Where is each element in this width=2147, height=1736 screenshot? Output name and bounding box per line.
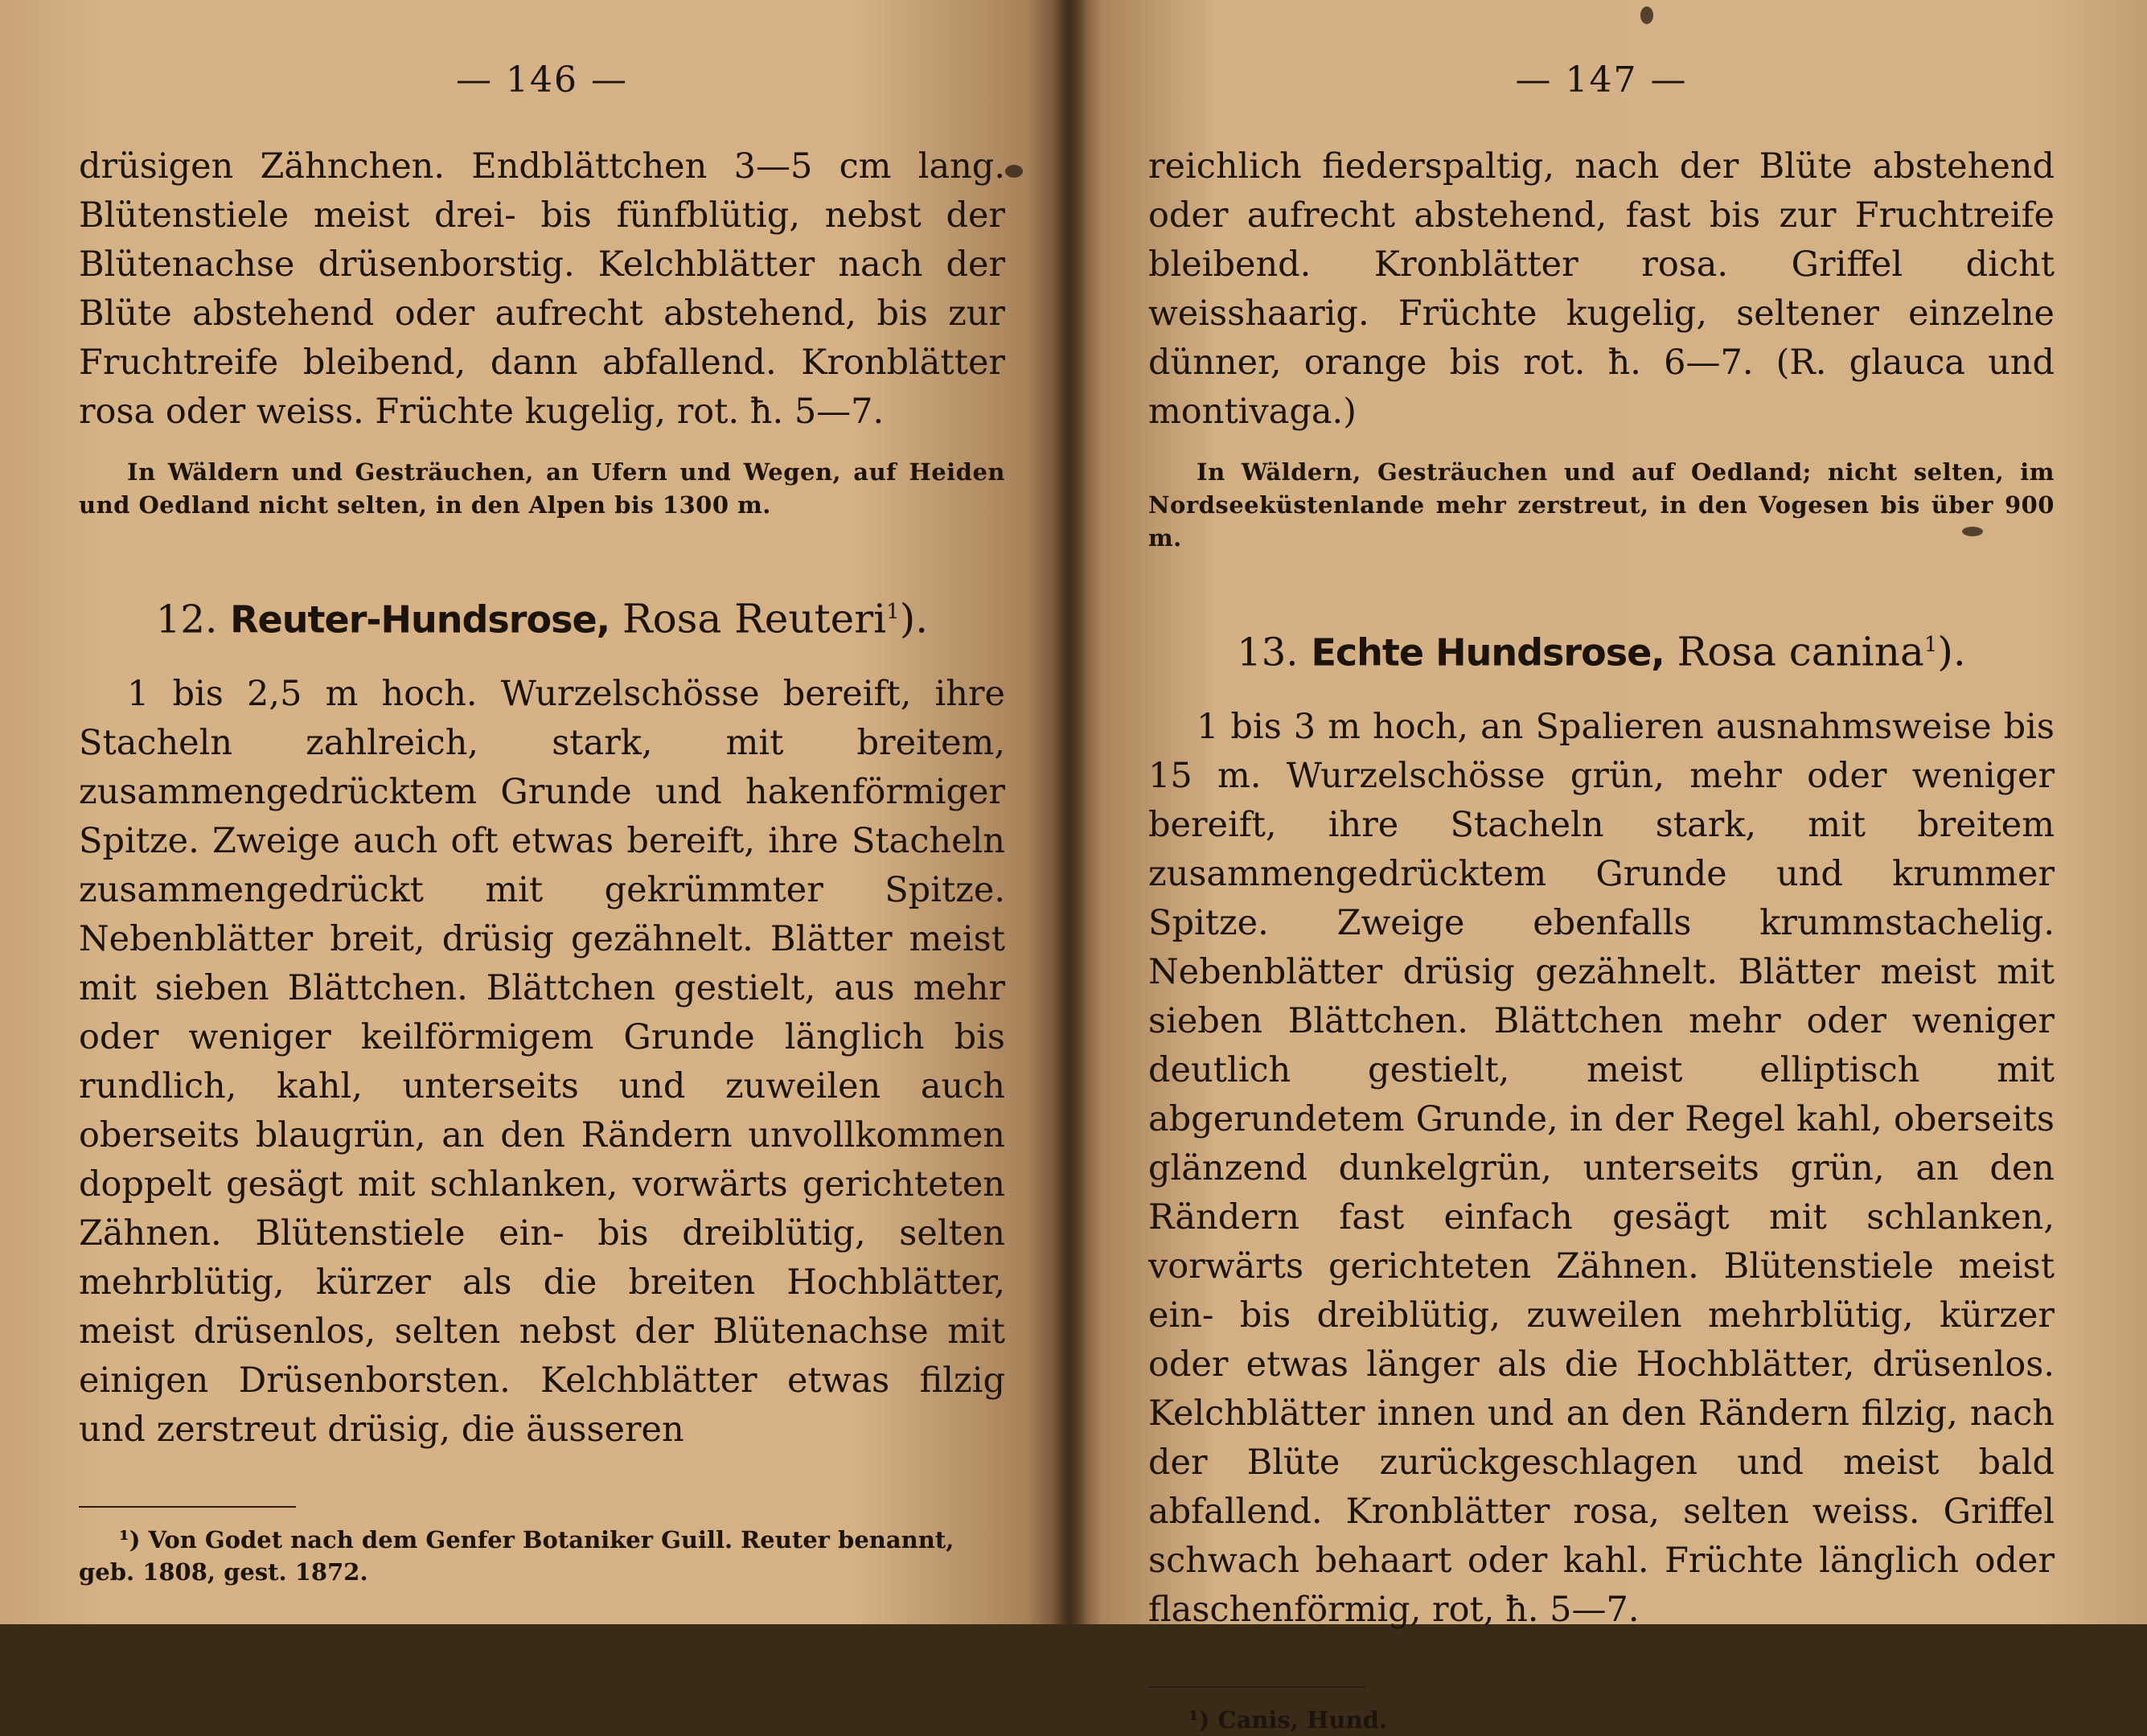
species-common-name: Reuter-Hundsrose, [230, 597, 610, 642]
footnote-mark: 1 [886, 600, 900, 624]
right-page [1069, 0, 2147, 1734]
book-gutter-shadow [1052, 0, 1087, 1624]
heading-closing: ). [1937, 628, 1966, 675]
footnote-divider [79, 1506, 296, 1508]
species-latin-name: Rosa canina [1677, 628, 1924, 675]
page-number-left: — 146 — [456, 60, 628, 101]
continuation-text-right: reichlich fiederspaltig, nach der Blüte abstehend oder aufrecht abstehend, fast bis zur Fruchtreife bleibend. Kronblätter rosa. Griffel dicht weisshaarig. Früchte kugelig, seltener einzelne dünner, orange bis rot. ħ. 6—7. (R. glauca und montivaga.) [1148, 146, 2055, 432]
page-number-right: — 147 — [1515, 60, 1688, 101]
habitat-note-right: In Wäldern, Gesträuchen und auf Oedland; nicht selten, im Nordseeküstenlande mehr zerstreut, in den Vogesen bis über 900 m. [1148, 458, 2055, 552]
species-number: 12. [155, 597, 218, 642]
species-heading-12 [79, 586, 1005, 646]
ink-spot [1962, 527, 1983, 536]
left-page [0, 0, 1069, 1624]
ink-spot [1005, 165, 1023, 178]
footnote-right: ¹) Canis, Hund. [1188, 1705, 1387, 1734]
ink-spot [1640, 6, 1653, 24]
footnote-divider [1148, 1686, 1365, 1688]
species-latin-name: Rosa Reuteri [622, 595, 887, 642]
species-heading-13 [1148, 619, 2055, 679]
species-number: 13. [1237, 630, 1299, 675]
species-common-name: Echte Hundsrose, [1311, 630, 1665, 675]
habitat-note-left: In Wäldern und Gesträuchen, an Ufern und Wegen, auf Heiden und Oedland nicht selten, in den Alpen bis 1300 m. [79, 458, 1005, 519]
species-description-12: 1 bis 2,5 m hoch. Wurzelschösse bereift, ihre Stacheln zahlreich, stark, mit breitem, zusammengedrücktem Grunde und hakenförmiger Spitze. Zweige auch oft etwas bereift, ihre Stacheln zusammengedrückt mit gekrümmter Spitze. Nebenblätter breit, drüsig gezähnelt. Blätter meist mit sieben Blättchen. Blättchen gestielt, aus mehr oder weniger keilförmigem Grunde länglich bis rundlich, kahl, unterseits und zuweilen auch oberseits blaugrün, an den Rändern unvollkommen doppelt gesägt mit schlanken, vorwärts gerichteten Zähnen. Blütenstiele ein- bis dreiblütig, selten mehrblütig, kürzer als die breiten Hochblätter, meist drüsenlos, selten nebst der Blütenachse mit einigen Drüsenborsten. Kelchblätter etwas filzig und zerstreut drüsig, die äusseren [79, 673, 1005, 1450]
heading-closing: ). [899, 595, 929, 642]
continuation-text-left: drüsigen Zähnchen. Endblättchen 3—5 cm lang. Blütenstiele meist drei- bis fünfblütig, nebst der Blütenachse drüsenborstig. Kelchblätter nach der Blüte abstehend oder aufrecht abstehend, bis zur Fruchtreife bleibend, dann abfallend. Kronblätter rosa oder weiss. Früchte kugelig, rot. ħ. 5—7. [79, 146, 1005, 432]
footnote-mark: 1 [1923, 633, 1938, 657]
footnote-left: ¹) Von Godet nach dem Genfer Botaniker Guill. Reuter benannt, geb. 1808, gest. 1872. [79, 1525, 954, 1586]
species-description-13: 1 bis 3 m hoch, an Spalieren ausnahmsweise bis 15 m. Wurzelschösse grün, mehr oder weniger bereift, ihre Stacheln stark, mit breitem zusammengedrücktem Grunde und krummer Spitze. Zweige ebenfalls krummstachelig. Nebenblätter drüsig gezähnelt. Blätter meist mit sieben Blättchen. Blättchen mehr oder weniger deutlich gestielt, meist elliptisch mit abgerundetem Grunde, in der Regel kahl, oberseits glänzend dunkelgrün, unterseits grün, an den Rändern fast einfach gesägt mit schlanken, vorwärts gerichteten Zähnen. Blütenstiele meist ein- bis dreiblütig, zuweilen mehrblütig, kürzer oder etwas länger als die Hochblätter, drüsenlos. Kelchblätter innen und an den Rändern filzig, nach der Blüte zurückgeschlagen und meist bald abfallend. Kronblätter rosa, selten weiss. Griffel schwach behaart oder kahl. Früchte länglich oder flaschenförmig, rot, ħ. 5—7. [1148, 706, 2055, 1630]
